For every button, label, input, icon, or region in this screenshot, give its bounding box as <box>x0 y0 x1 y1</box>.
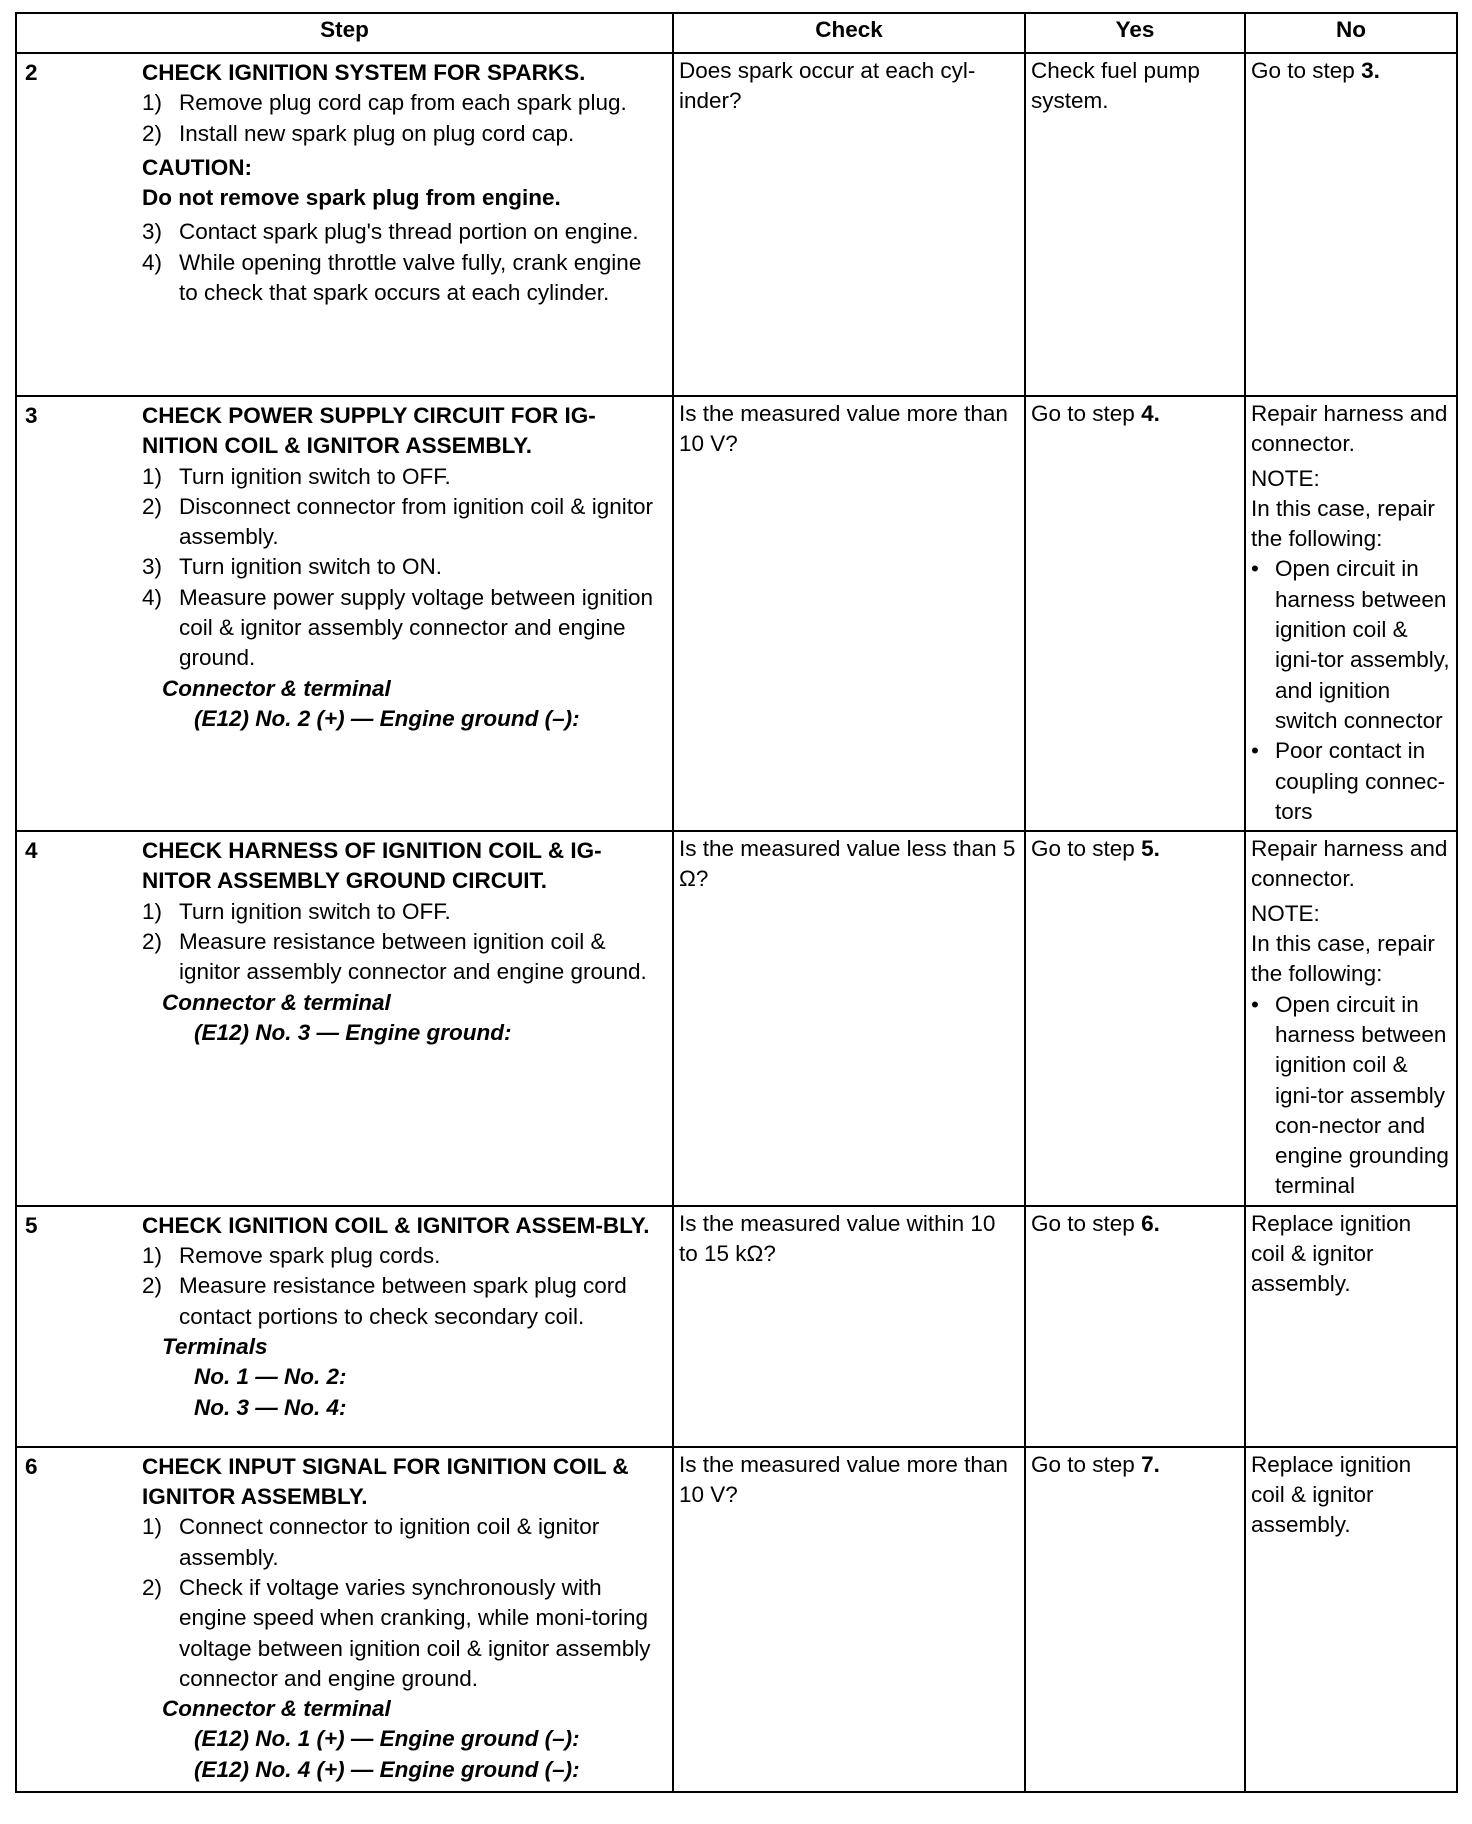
caution-label: CAUTION: <box>142 154 252 180</box>
caution-block <box>142 153 663 214</box>
step-instruction: 3) Turn ignition switch to ON. <box>142 554 443 580</box>
spec-label: Connector & terminal <box>162 675 391 701</box>
step-instruction: 3) Contact spark plug's thread portion on engine. <box>142 219 639 245</box>
note-bullet: • Poor contact in coupling connec-tors <box>1251 738 1446 824</box>
step-instruction: 1) Connect connector to ignition coil & ignitor assembly. <box>142 1514 600 1570</box>
note-label: NOTE: <box>1251 900 1320 926</box>
header-row <box>16 13 1457 53</box>
step-instruction: 2) Install new spark plug on plug cord cap. <box>142 120 575 146</box>
caution-text: Do not remove spark plug from engine. <box>142 185 561 211</box>
note-bullet: • Open circuit in harness between ignition coil & igni-tor assembly, and ignition switch connector <box>1251 556 1450 733</box>
note-label: NOTE: <box>1251 465 1320 491</box>
no-cell: Go to step 3. <box>1245 53 1457 396</box>
header-check: Check <box>673 13 1025 53</box>
step-cell <box>16 1206 673 1447</box>
table-row-step-4 <box>16 831 1457 1206</box>
step-number: 6 <box>25 1453 38 1479</box>
step-title: CHECK IGNITION COIL & IGNITOR ASSEM-BLY. <box>142 1212 650 1238</box>
note-text: In this case, repair the following: <box>1251 931 1435 987</box>
step-number: 5 <box>25 1212 38 1238</box>
no-cell <box>1245 831 1457 1206</box>
step-title: CHECK IGNITION SYSTEM FOR SPARKS. <box>142 60 586 85</box>
step-cell <box>16 831 673 1206</box>
check-cell: Is the measured value more than 10 V? <box>673 396 1025 831</box>
header-yes: Yes <box>1025 13 1245 53</box>
yes-cell: Go to step 5. <box>1025 831 1245 1206</box>
step-instruction: 2) Measure resistance between spark plug cord contact portions to check secondary coil. <box>142 1273 627 1329</box>
header-step: Step <box>16 13 673 53</box>
yes-cell: Go to step 6. <box>1025 1206 1245 1447</box>
spec-value: No. 1 — No. 2: <box>194 1364 347 1390</box>
step-title: CHECK INPUT SIGNAL FOR IGNITION COIL & IGNITOR ASSEMBLY. <box>142 1453 629 1510</box>
step-cell <box>16 53 673 396</box>
step-instruction: 4) While opening throttle valve fully, crank engine to check that spark occurs at each cylinder. <box>142 249 642 306</box>
step-cell <box>16 1447 673 1792</box>
check-cell: Is the measured value less than 5 Ω? <box>673 831 1025 1206</box>
step-title: CHECK HARNESS OF IGNITION COIL & IG-NITOR ASSEMBLY GROUND CIRCUIT. <box>142 838 602 894</box>
step-instruction: 1) Turn ignition switch to OFF. <box>142 463 451 489</box>
spec-label: Connector & terminal <box>162 989 391 1015</box>
step-instruction: 1) Remove spark plug cords. <box>142 1243 441 1269</box>
check-cell: Does spark occur at each cyl-inder? <box>673 53 1025 396</box>
yes-cell: Go to step 7. <box>1025 1447 1245 1792</box>
table-row-step-5 <box>16 1206 1457 1447</box>
step-instruction: 2) Measure resistance between ignition coil & ignitor assembly connector and engine ground. <box>142 929 647 985</box>
spec-value: (E12) No. 2 (+) — Engine ground (–): <box>194 705 580 731</box>
spec-value: No. 3 — No. 4: <box>194 1394 347 1420</box>
spec-value: (E12) No. 4 (+) — Engine ground (–): <box>194 1756 580 1782</box>
step-number: 2 <box>25 60 38 85</box>
note-text: In this case, repair the following: <box>1251 495 1435 552</box>
yes-cell: Check fuel pump system. <box>1025 53 1245 396</box>
step-instruction: 2) Check if voltage varies synchronously with engine speed when cranking, while moni-toring voltage between ignition coil & ignitor assembly connector and engine ground. <box>142 1574 651 1691</box>
header-no: No <box>1245 13 1457 53</box>
step-instruction: 1) Turn ignition switch to OFF. <box>142 898 451 924</box>
step-instruction: 2) Disconnect connector from ignition coil & ignitor assembly. <box>142 493 653 550</box>
no-cell: Replace ignition coil & ignitor assembly. <box>1245 1447 1457 1792</box>
no-main: Repair harness and connector. <box>1251 401 1448 457</box>
spec-value: (E12) No. 3 — Engine ground: <box>194 1019 512 1045</box>
check-cell: Is the measured value more than 10 V? <box>673 1447 1025 1792</box>
step-cell <box>16 396 673 831</box>
step-instruction: 1) Remove plug cord cap from each spark plug. <box>142 90 627 116</box>
table-row-step-2 <box>16 53 1457 396</box>
spec-label: Terminals <box>162 1333 268 1359</box>
spec-value: (E12) No. 1 (+) — Engine ground (–): <box>194 1726 580 1752</box>
check-cell: Is the measured value within 10 to 15 kΩ? <box>673 1206 1025 1447</box>
no-cell <box>1245 396 1457 831</box>
table-row-step-6 <box>16 1447 1457 1792</box>
step-number: 4 <box>25 838 38 864</box>
spec-label: Connector & terminal <box>162 1696 391 1722</box>
no-main: Repair harness and connector. <box>1251 836 1448 892</box>
step-title: CHECK POWER SUPPLY CIRCUIT FOR IG-NITION COIL & IGNITOR ASSEMBLY. <box>142 403 596 459</box>
step-instruction: 4) Measure power supply voltage between ignition coil & ignitor assembly connector and engine ground. <box>142 584 654 671</box>
diagnostic-table <box>15 12 1458 1793</box>
step-number: 3 <box>25 403 38 428</box>
yes-cell: Go to step 4. <box>1025 396 1245 831</box>
note-bullet: • Open circuit in harness between ignition coil & igni-tor assembly con-nector and engine grounding terminal <box>1251 991 1449 1199</box>
no-cell: Replace ignition coil & ignitor assembly. <box>1245 1206 1457 1447</box>
table-row-step-3 <box>16 396 1457 831</box>
